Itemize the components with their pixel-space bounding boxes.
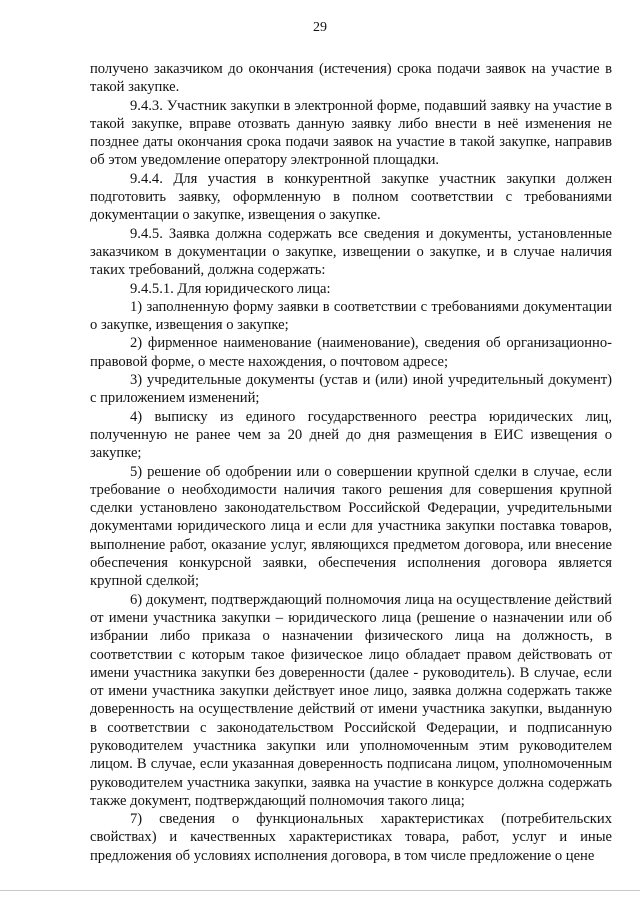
list-item-5: 5) решение об одобрении или о совершении крупной сделки в случае, если требование о необходимости наличия такого решения для совершения крупной сделки установлено законодательством Российской Федерации, учредительными документами юридического лица и если для участника закупки поставка товаров, выполнение работ, оказание услуг, являющихся предметом договора, или внесение обеспечения конкурсной заявки, обеспечения исполнения договора является крупной сделкой; — [90, 463, 612, 590]
paragraph-9-4-3: 9.4.3. Участник закупки в электронной форме, подавший заявку на участие в такой закупке, вправе отозвать данную заявку либо внести в неё изменения не позднее даты окончания срока подачи заявок на участие в такой закупке, направив об этом уведомление оператору электронной площадки. — [90, 97, 612, 169]
list-item-3: 3) учредительные документы (устав и (или) иной учредительный документ) с приложением изменений; — [90, 372, 612, 407]
paragraph-9-4-4: 9.4.4. Для участия в конкурентной закупке участник закупки должен подготовить заявку, оформленную в полном соответствии с требованиями документации о закупке, извещения о закупке. — [90, 170, 612, 224]
list-item-6: 6) документ, подтверждающий полномочия лица на осуществление действий от имени участника закупки – юридического лица (решение о назначении или об избрании либо приказа о назначении физического лица на должность, в соответствии с которым такое физическое лицо обладает правом действовать от имени участника закупки без доверенности (далее - руководитель). В случае, если от имени участника закупки действует иное лицо, заявка должна содержать также доверенность на осуществление действий от имени участника закупки, выданную в соответствии с законодательством Российской Федерации, и подписанную руководителем участника закупки или уполномоченным этим руководителем лицом. В случае, если указанная доверенность подписана лицом, уполномоченным руководителем участника закупки, заявка на участие в конкурсе должна содержать также документ, подтверждающий полномочия такого лица; — [90, 591, 612, 809]
scan-edge-line — [0, 890, 640, 891]
list-item-1: 1) заполненную форму заявки в соответствии с требованиями документации о закупке, извещения о закупке; — [90, 298, 612, 334]
document-body — [90, 60, 612, 865]
list-item-4: 4) выписку из единого государственного реестра юридических лиц, полученную не ранее чем за 20 дней до дня размещения в ЕИС извещения о закупке; — [90, 408, 612, 462]
page-number: 29 — [313, 20, 327, 35]
paragraph-9-4-5: 9.4.5. Заявка должна содержать все сведения и документы, установленные заказчиком в документации о закупке, извещении о закупке, и в случае наличия таких требований, должна содержать: — [90, 225, 612, 279]
list-item-2: 2) фирменное наименование (наименование), сведения об организационно-правовой форме, о месте нахождения, о почтовом адресе; — [90, 335, 612, 370]
paragraph-9-4-5-1: 9.4.5.1. Для юридического лица: — [130, 280, 331, 297]
list-item-7: 7) сведения о функциональных характеристиках (потребительских свойствах) и качественных характеристиках товара, работ, услуг и иные предложения об условиях исполнения договора, в том числе предложение о цене — [90, 811, 612, 864]
paragraph-continuation: получено заказчиком до окончания (истечения) срока подачи заявок на участие в такой закупке. — [90, 61, 612, 96]
